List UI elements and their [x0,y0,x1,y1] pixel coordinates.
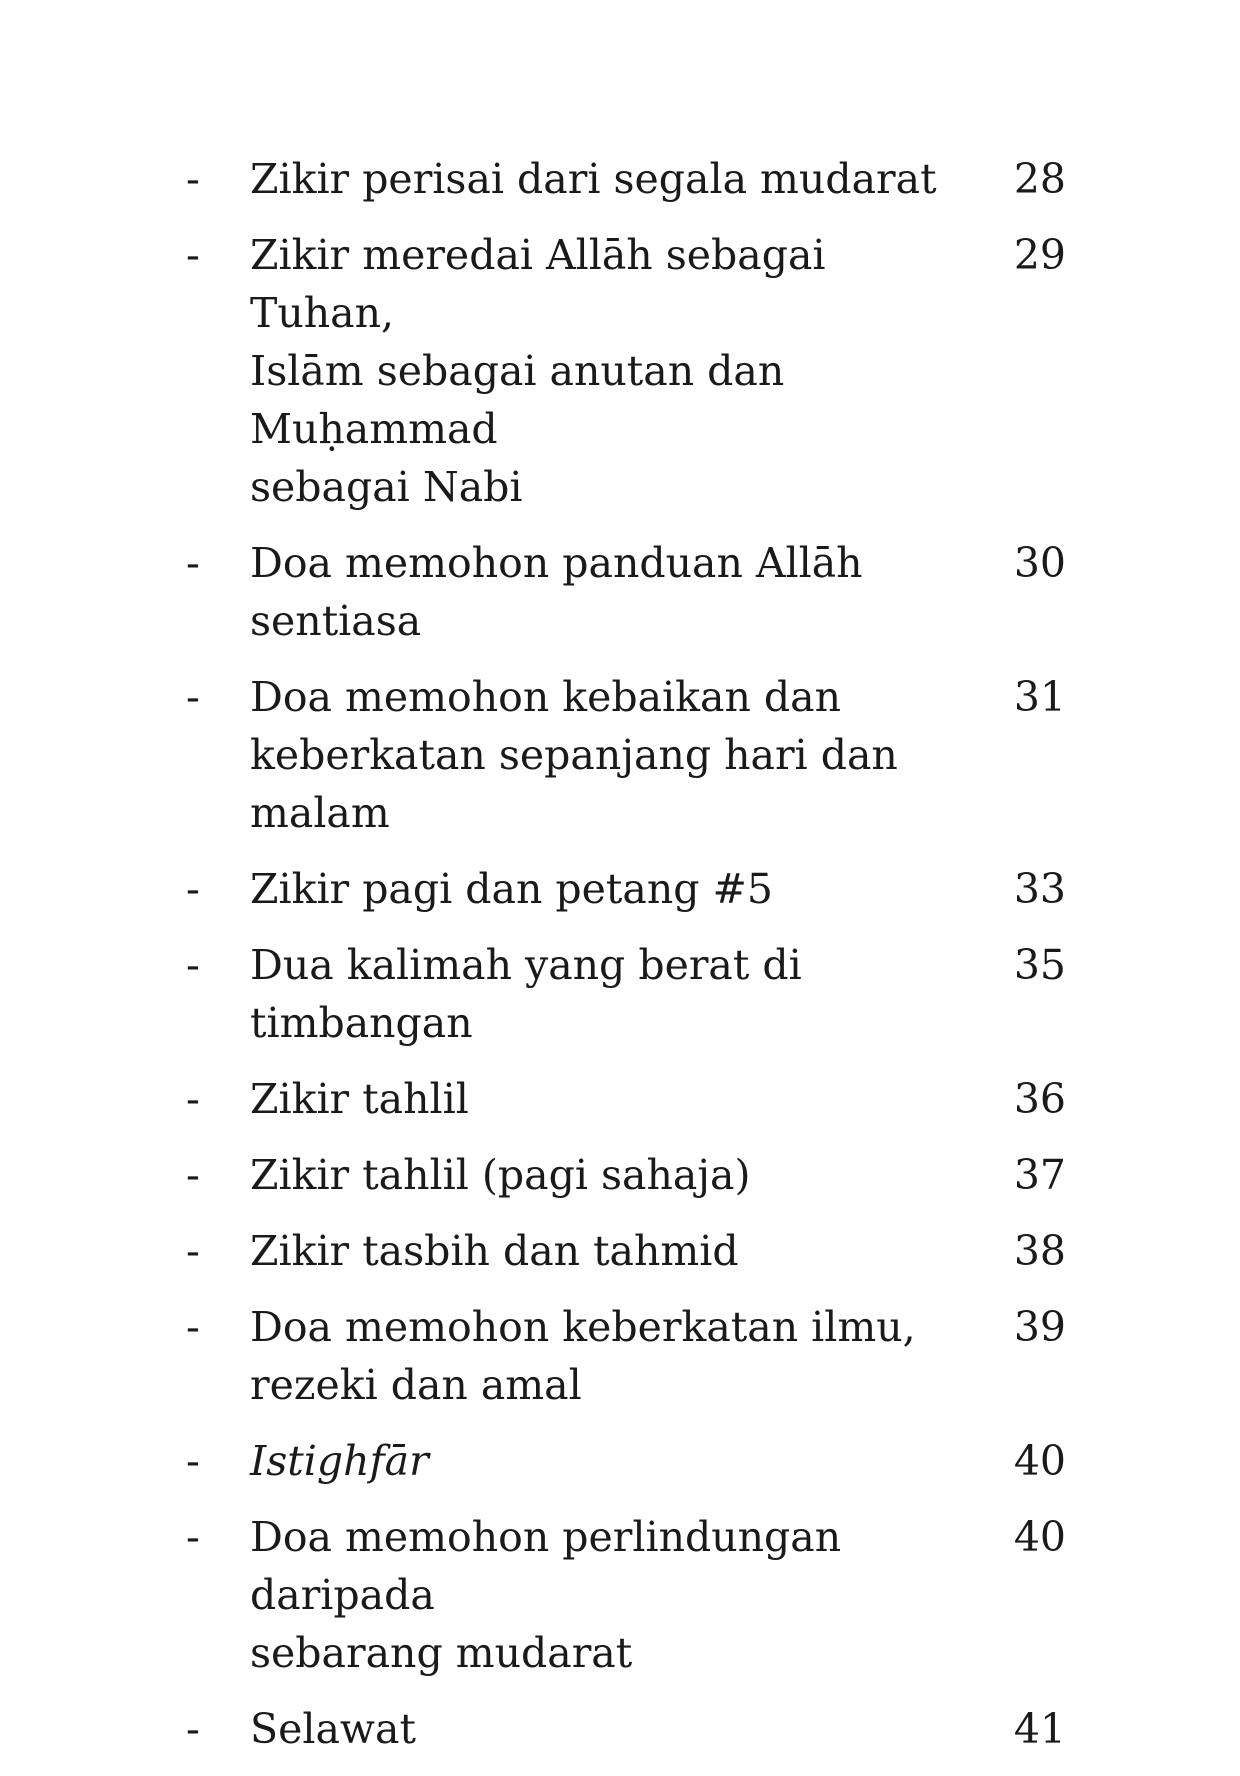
table-of-contents [186,150,1066,1776]
toc-entry [186,1146,1066,1204]
entry-dash: - [186,1513,200,1561]
entry-title: Doa memohon perlindungan daripada sebarang mudarat [250,1513,842,1677]
entry-page-number: 37 [1013,1151,1066,1199]
entry-dash: - [186,1303,200,1351]
entry-page-number: 35 [1013,941,1066,989]
entry-page-number: 38 [1013,1227,1066,1275]
entry-title: Zikir tasbih dan tahmid [250,1227,739,1275]
toc-entry [186,1070,1066,1128]
entry-title: Doa memohon keberkatan ilmu, rezeki dan amal [250,1303,916,1409]
entry-page-number: 31 [1013,673,1066,721]
toc-entry [186,534,1066,650]
entry-page-number: 36 [1013,1075,1066,1123]
entry-dash: - [186,1705,200,1753]
entry-dash: - [186,865,200,913]
toc-entry [186,1298,1066,1414]
toc-entry [186,668,1066,842]
entry-title: Dua kalimah yang berat di timbangan [250,941,802,1047]
entry-page-number: 41 [1013,1705,1066,1753]
entry-dash: - [186,673,200,721]
toc-entry [186,1222,1066,1280]
toc-entry [186,936,1066,1052]
entry-title: Zikir tahlil [250,1075,469,1123]
entry-title: Zikir meredai Allāh sebagai Tuhan, Islām sebagai anutan dan Muḥammad sebagai Nabi [250,231,826,511]
entry-title: Zikir perisai dari segala mudarat [250,155,937,203]
toc-entry [186,150,1066,208]
entry-title: Zikir pagi dan petang #5 [250,865,773,913]
entry-title: Zikir tahlil (pagi sahaja) [250,1151,751,1199]
entry-title: Doa memohon panduan Allāh sentiasa [250,539,863,645]
entry-dash: - [186,155,200,203]
entry-dash: - [186,539,200,587]
entry-dash: - [186,1151,200,1199]
toc-entry [186,1432,1066,1490]
entry-title: Selawat [250,1705,416,1753]
entry-page-number: 33 [1013,865,1066,913]
entry-dash: - [186,1437,200,1485]
entry-page-number: 40 [1013,1513,1066,1561]
entry-dash: - [186,1227,200,1275]
entry-page-number: 29 [1013,231,1066,279]
entry-title: Istighfār [250,1437,429,1485]
toc-entry [186,1508,1066,1682]
toc-entry [186,1700,1066,1758]
entry-title: Doa memohon kebaikan dan keberkatan sepanjang hari dan malam [250,673,898,837]
entry-dash: - [186,1075,200,1123]
entry-page-number: 39 [1013,1303,1066,1351]
entry-page-number: 30 [1013,539,1066,587]
entry-dash: - [186,231,200,279]
entry-page-number: 28 [1013,155,1066,203]
toc-entry [186,860,1066,918]
entry-page-number: 40 [1013,1437,1066,1485]
toc-entry [186,226,1066,516]
entry-dash: - [186,941,200,989]
